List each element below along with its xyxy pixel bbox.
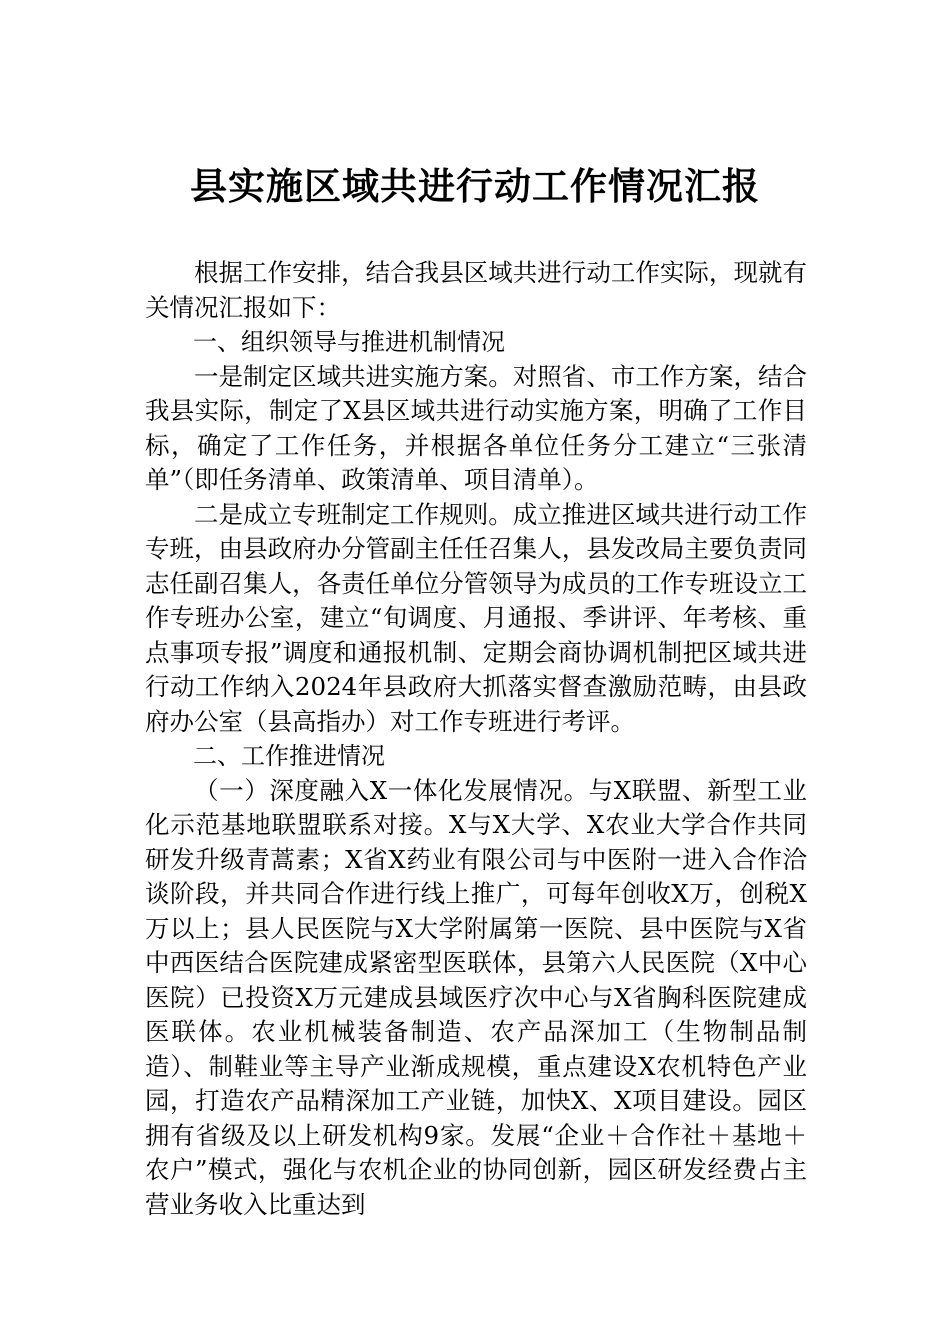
intro-paragraph: 根据工作安排，结合我县区域共进行动工作实际，现就有关情况汇报如下： <box>145 258 807 322</box>
section-one-heading: 一、组织领导与推进机制情况 <box>193 328 505 356</box>
document-body <box>145 256 807 1222</box>
section-two-paragraph-1: （一）深度融入X一体化发展情况。与X联盟、新型工业化示范基地联盟联系对接。X与X大学、X农业大学合作共同研发升级青蒿素；X省X药业有限公司与中医附一进入合作洽谈阶段，并共同合作进行线上推广，可每年创收X万，创税X万以上；县人民医院与X大学附属第一医院、县中医院与X省中西医结合医院建成紧密型医联体，县第六人民医院（X中心医院）已投资X万元建成县域医疗次中心与X省胸科医院建成医联体。农业机械装备制造、农产品深加工（生物制品制造）、制鞋业等主导产业渐成规模，重点建设X农机特色产业园，打造农产品精深加工产业链，加快X、X项目建设。园区拥有省级及以上研发机构9家。发展“企业＋合作社＋基地＋农户”模式，强化与农机企业的协同创新，园区研发经费占主营业务收入比重达到 <box>145 775 807 1219</box>
document-title: 县实施区域共进行动工作情况汇报 <box>190 164 760 208</box>
section-one-paragraph-2: 二是成立专班制定工作规则。成立推进区域共进行动工作专班，由县政府办分管副主任任召集人，县发改局主要负责同志任副召集人，各责任单位分管领导为成员的工作专班设立工作专班办公室，建立“旬调度、月通报、季讲评、年考核、重点事项专报”调度和通报机制、定期会商协调机制把区域共进行动工作纳入2024年县政府大抓落实督查激励范畴，由县政府办公室（县高指办）对工作专班进行考评。 <box>145 499 807 736</box>
section-two-heading: 二、工作推进情况 <box>193 742 385 770</box>
section-one-paragraph-1: 一是制定区域共进实施方案。对照省、市工作方案，结合我县实际，制定了X县区域共进行动实施方案，明确了工作目标，确定了工作任务，并根据各单位任务分工建立“三张清单”（即任务清单、政策清单、项目清单）。 <box>145 361 807 494</box>
